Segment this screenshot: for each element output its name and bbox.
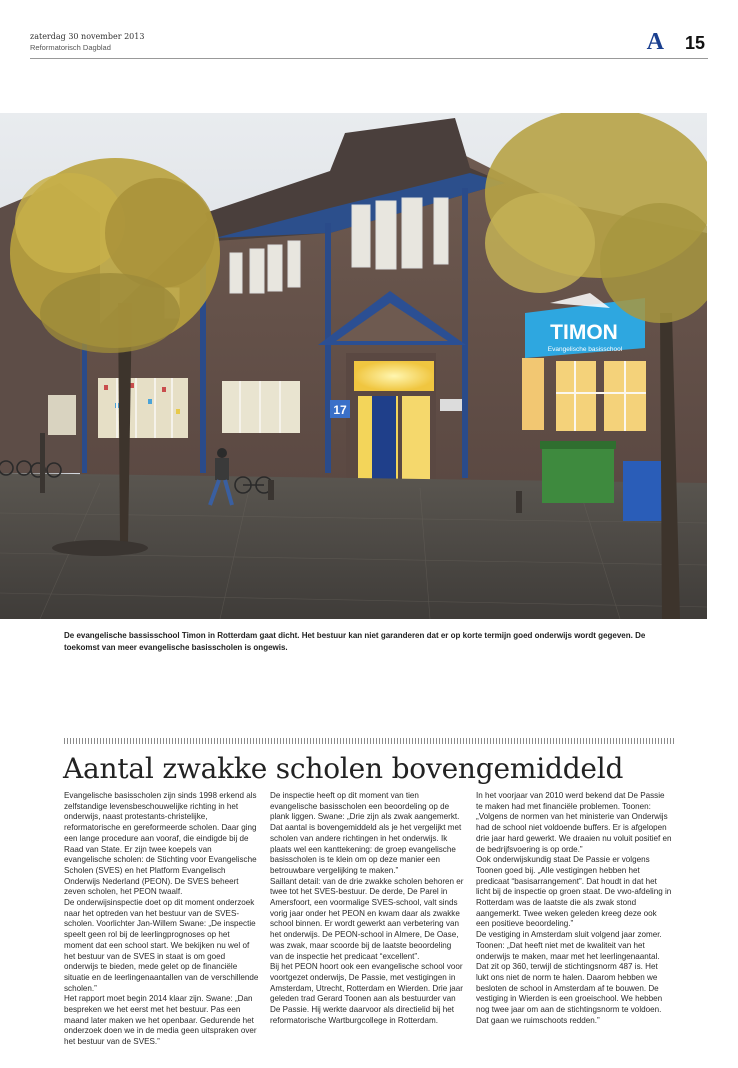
newspaper-name: Reformatorisch Dagblad — [30, 43, 111, 52]
entrance-door — [372, 396, 396, 484]
photo-caption: De evangelische bassisschool Timon in Rotterdam gaat dicht. Het bestuur kan niet garanderen dat er op korte termijn goed onderwijs wordt gegeven. De toekomst van meer evangelische basisscholen is ongewis. — [64, 631, 646, 652]
pilaster — [82, 338, 87, 473]
paragraph: De inspectie heeft op dit moment van tien evangelische basisscholen een beoordeling op de plank liggen. Swane: „Drie zijn als zwak aangemerkt. Dat aantal is bovengemiddeld als je het vergelijkt met scholen van andere richtingen in het onderwijs. Ik plaats wel een kanttekening: de groep evangelische basisscholen is te klein om op deze manier een betrouwbare vergelijking te maken.” — [270, 791, 462, 875]
school-photo-illustration — [0, 113, 707, 619]
article-column-1 — [64, 791, 260, 1048]
bollard — [516, 491, 522, 513]
paragraph: Ook onderwijskundig staat De Passie er volgens Toonen goed bij. „Alle vestigingen hebben het predicaat “basisarrangement”. Dat houdt in dat het licht bij de inspectie op groen staat. De vwo-afdeling in Rotterdam was de laatste die als zwak stond aangemerkt. Twee weken geleden kreeg deze ook een positieve beoordeling.” — [476, 855, 672, 929]
pilaster — [325, 223, 331, 473]
paragraph: Het rapport moet begin 2014 klaar zijn. Swane: „Dan bespreken we het eerst met het bestuur. Pas een maand later maken we het openbaar. Gedurende het onderzoek doen we in de media geen uitspraken over het bestuur van de SVES.” — [64, 994, 257, 1047]
blue-bin — [623, 461, 665, 521]
page-header — [30, 28, 708, 60]
open-door — [402, 396, 430, 484]
bollard — [268, 480, 274, 500]
timon-sign-subtitle: Evangelische basisschool — [547, 346, 623, 353]
publication-date: zaterdag 30 november 2013 — [30, 32, 145, 41]
timon-sign-name: TIMON — [550, 321, 618, 344]
page-number: 15 — [684, 33, 705, 53]
paragraph: De onderwijsinspectie doet op dit moment onderzoek naar het optreden van het bestuur van de SVES-scholen. Voorlichter Jan-Willem Swane: „De inspectie speelt geen rol bij de leerlingprognoses op het moment dat een school start. We bekijken nu wel of het bestuur van de SVES in staat is om goed onderwijs te bieden, mede gelet op de financiële situatie en de leerlingenaantallen van de verschillende scholen.” — [64, 898, 259, 993]
paragraph: Bij het PEON hoort ook een evangelische school voor voortgezet onderwijs, De Passie, met vestigingen in Amsterdam, Utrecht, Rotterdam en Wierden. Drie jaar geleden trad Gerard Toonen aan als bestuurder van De Passie. Hij werkte daarvoor als directielid bij het reformatorische Wartburgcollege in Rotterdam. — [270, 962, 463, 1025]
transom-window — [354, 361, 434, 391]
paragraph: In het voorjaar van 2010 werd bekend dat De Passie te maken had met financiële problemen. Toonen: „Volgens de normen van het ministerie van Onderwijs had de school niet voldoende buffers. Er is afgelopen drie jaar hard gewerkt. We draaien nu voluit positief en de bedrijfsvoering is op orde.” — [476, 791, 672, 854]
school-photo — [0, 113, 707, 619]
article-headline: Aantal zwakke scholen bovengemiddeld — [63, 752, 624, 785]
paragraph: Evangelische basisscholen zijn sinds 1998 erkend als zelfstandige levensbeschouwelijke richting in het onderwijs, naast protestants-christelijke, reformatorische en gereformeerde scholen. Daar ging een lange procedure aan vooraf, die eindigde bij de Raad van State. Er zijn twee koepels van evangelische scholen: de Stichting voor Evangelische Scholen (SVES) en het Platform Evangelisch Onderwijs Nederland (PEON). De SVES beheert zeven scholen, het PEON twaalf. — [64, 791, 257, 897]
house-number: 17 — [333, 403, 347, 417]
name-plate — [440, 399, 462, 411]
paragraph: De vestiging in Amsterdam sluit volgend jaar zomer. Toonen: „Dat heeft niet met de kwaliteit van het onderwijs te maken, maar met het leerlingenaantal. Dat zit op 360, terwijl de stichtingsnorm 487 is. Het lukt ons niet de norm te halen. Daarom hebben we besloten de school in Amsterdam af te bouwen. De vestiging in Wierden is een groeischool. We hebben nog twee jaar om aan de stichtingsnorm te voldoen. Dat gaan we ruimschoots redden.” — [476, 930, 663, 1025]
article-body — [64, 791, 677, 1047]
green-container — [542, 445, 614, 503]
section-letter: A — [646, 29, 664, 55]
article-column-2 — [270, 791, 466, 1026]
dotted-divider — [64, 738, 674, 744]
pilaster — [462, 188, 468, 478]
article-column-3 — [476, 791, 672, 1026]
green-container-lid — [540, 441, 616, 449]
header-divider — [30, 58, 708, 59]
paragraph: Saillant detail: van de drie zwakke scholen behoren er twee tot het SVES-bestuur. De derde, De Parel in Amersfoort, een voormalige SVES-school, valt sinds vorig jaar onder het PEON en kwam daar als zwakke school binnen. Er wordt gewerkt aan verbetering van het onderwijs. De PEON-school in Almere, De Oase, was zwak, maar scoorde bij de laatste beoordeling van de inspectie het predicaat “excellent”. — [270, 876, 464, 961]
bollard — [40, 433, 45, 493]
